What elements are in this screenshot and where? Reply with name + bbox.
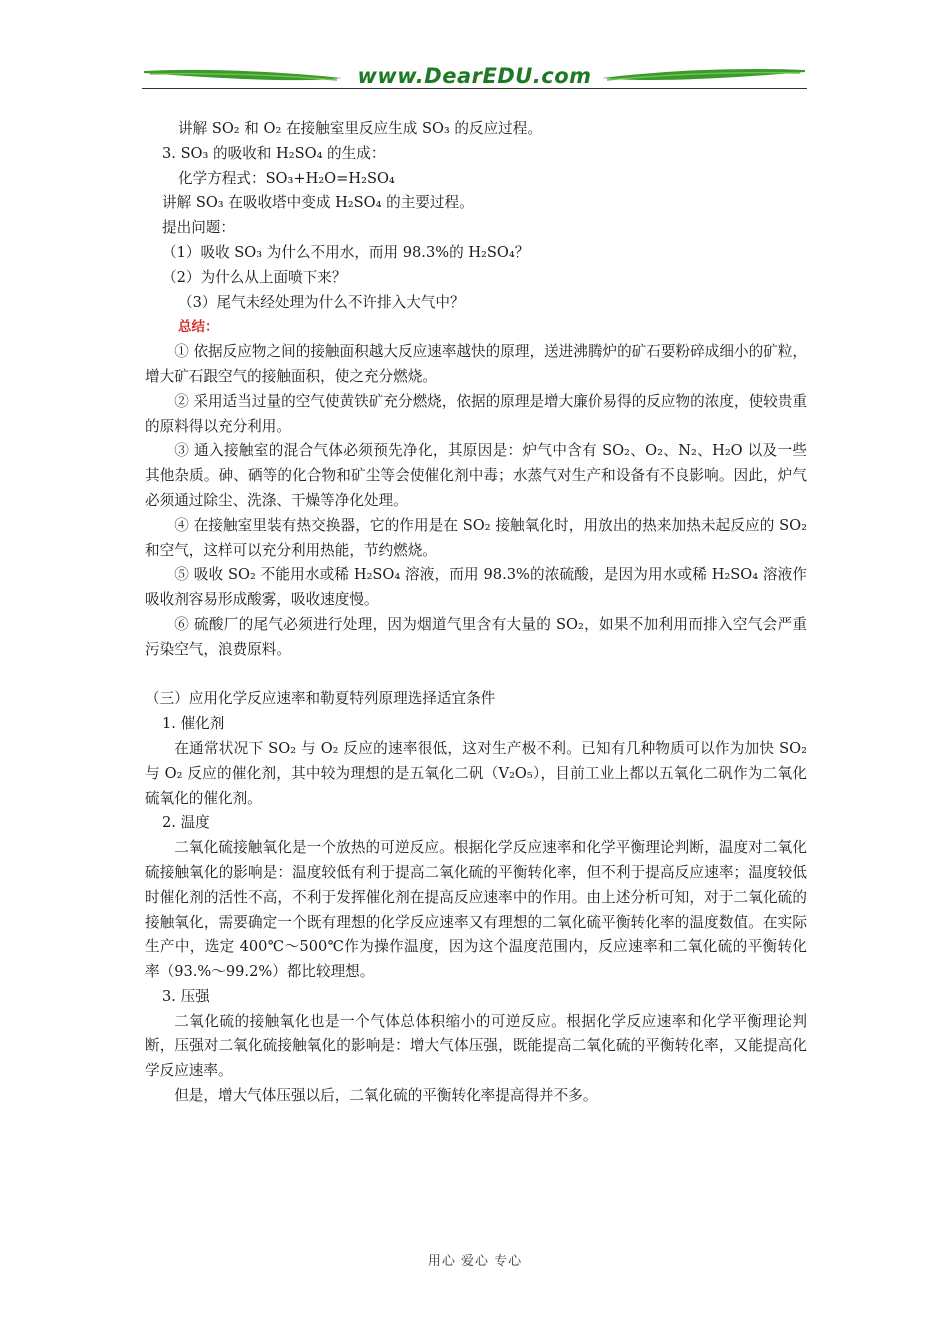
text-line: 讲解 SO₃ 在吸收塔中变成 H₂SO₄ 的主要过程。 bbox=[162, 194, 474, 212]
document-body bbox=[145, 117, 807, 1109]
question-item: （3）尾气未经处理为什么不许排入大气中？ bbox=[178, 293, 465, 311]
page-header bbox=[142, 58, 807, 94]
paragraph: 二氧化硫接触氧化是一个放热的可逆反应。根据化学反应速率和化学平衡理论判断，温度对二氧化硫接触氧化的影响是：温度较低有利于提高二氧化硫的平衡转化率，但不利于提高反应速率；温度较低时催化剂的活性不高，不利于发挥催化剂在提高反应速率中的作用。由上述分析可知，对于二氧化硫的接触氧化，需要确定一个既有理想的化学反应速率又有理想的二氧化硫平衡转化率的温度数值。在实际生产中，选定 400℃～500℃作为操作温度，因为这个温度范围内，反应速率和二氧化硫的平衡转化率（93.%～99.2%）都比较理想。 bbox=[145, 839, 807, 981]
equation-line: 化学方程式：SO₃+H₂O=H₂SO₄ bbox=[178, 169, 395, 187]
site-logo-text[interactable]: www.DearEDU.com bbox=[357, 64, 592, 88]
page-footer: 用心 爱心 专心 bbox=[427, 1254, 523, 1269]
summary-heading: 总结： bbox=[178, 319, 219, 336]
summary-item: ③ 通入接触室的混合气体必须预先净化，其原因是：炉气中含有 SO₂、O₂、N₂、H₂O 以及一些其他杂质。砷、硒等的化合物和矿尘等会使催化剂中毒；水蒸气对生产和设备有不良影响。因此，炉气必须通过除尘、洗涤、干燥等净化处理。 bbox=[145, 442, 807, 509]
subheading: 2. 温度 bbox=[162, 814, 210, 832]
text-line: 提出问题： bbox=[162, 219, 235, 237]
summary-item: ④ 在接触室里装有热交换器，它的作用是在 SO₂ 接触氧化时，用放出的热来加热未起反应的 SO₂ 和空气，这样可以充分利用热能，节约燃烧。 bbox=[145, 516, 807, 559]
paragraph: 二氧化硫的接触氧化也是一个气体总体积缩小的可逆反应。根据化学反应速率和化学平衡理论判断，压强对二氧化硫接触氧化的影响是：增大气体压强，既能提高二氧化硫的平衡转化率，又能提高化学反应速率。 bbox=[145, 1012, 807, 1080]
summary-item: ② 采用适当过量的空气使黄铁矿充分燃烧，依据的原理是增大廉价易得的反应物的浓度，使较贵重的原料得以充分利用。 bbox=[145, 392, 807, 435]
subheading: 3. 压强 bbox=[162, 987, 210, 1005]
summary-item: ① 依据反应物之间的接触面积越大反应速率越快的原理，送进沸腾炉的矿石要粉碎成细小的矿粒，增大矿石跟空气的接触面积，使之充分燃烧。 bbox=[145, 343, 807, 385]
summary-item: ⑤ 吸收 SO₂ 不能用水或稀 H₂SO₄ 溶液，而用 98.3%的浓硫酸，是因为用水或稀 H₂SO₄ 溶液作吸收剂容易形成酸雾，吸收速度慢。 bbox=[145, 566, 807, 609]
spacer bbox=[145, 663, 807, 688]
subheading: 1. 催化剂 bbox=[162, 715, 225, 733]
question-item: （1）吸收 SO₃ 为什么不用水，而用 98.3%的 H₂SO₄？ bbox=[162, 243, 530, 261]
subheading: 3. SO₃ 的吸收和 H₂SO₄ 的生成： bbox=[162, 144, 386, 162]
paragraph: 在通常状况下 SO₂ 与 O₂ 反应的速率很低，这对生产极不利。已知有几种物质可以作为加快 SO₂ 与 O₂ 反应的催化剂，其中较为理想的是五氧化二矾（V₂O₅），目前工业上都以五氧化二矾作为二氧化硫氧化的催化剂。 bbox=[145, 739, 807, 807]
summary-item: ⑥ 硫酸厂的尾气必须进行处理，因为烟道气里含有大量的 SO₂，如果不加利用而排入空气会严重污染空气，浪费原料。 bbox=[145, 615, 807, 658]
section-title: （三）应用化学反应速率和勒夏特列原理选择适宜条件 bbox=[145, 690, 496, 708]
text-line: 讲解 SO₂ 和 O₂ 在接触室里反应生成 SO₃ 的反应过程。 bbox=[178, 120, 542, 137]
header-divider bbox=[142, 88, 807, 89]
paragraph: 但是，增大气体压强以后，二氧化硫的平衡转化率提高得并不多。 bbox=[174, 1087, 598, 1105]
question-item: （2）为什么从上面喷下来？ bbox=[162, 268, 347, 286]
